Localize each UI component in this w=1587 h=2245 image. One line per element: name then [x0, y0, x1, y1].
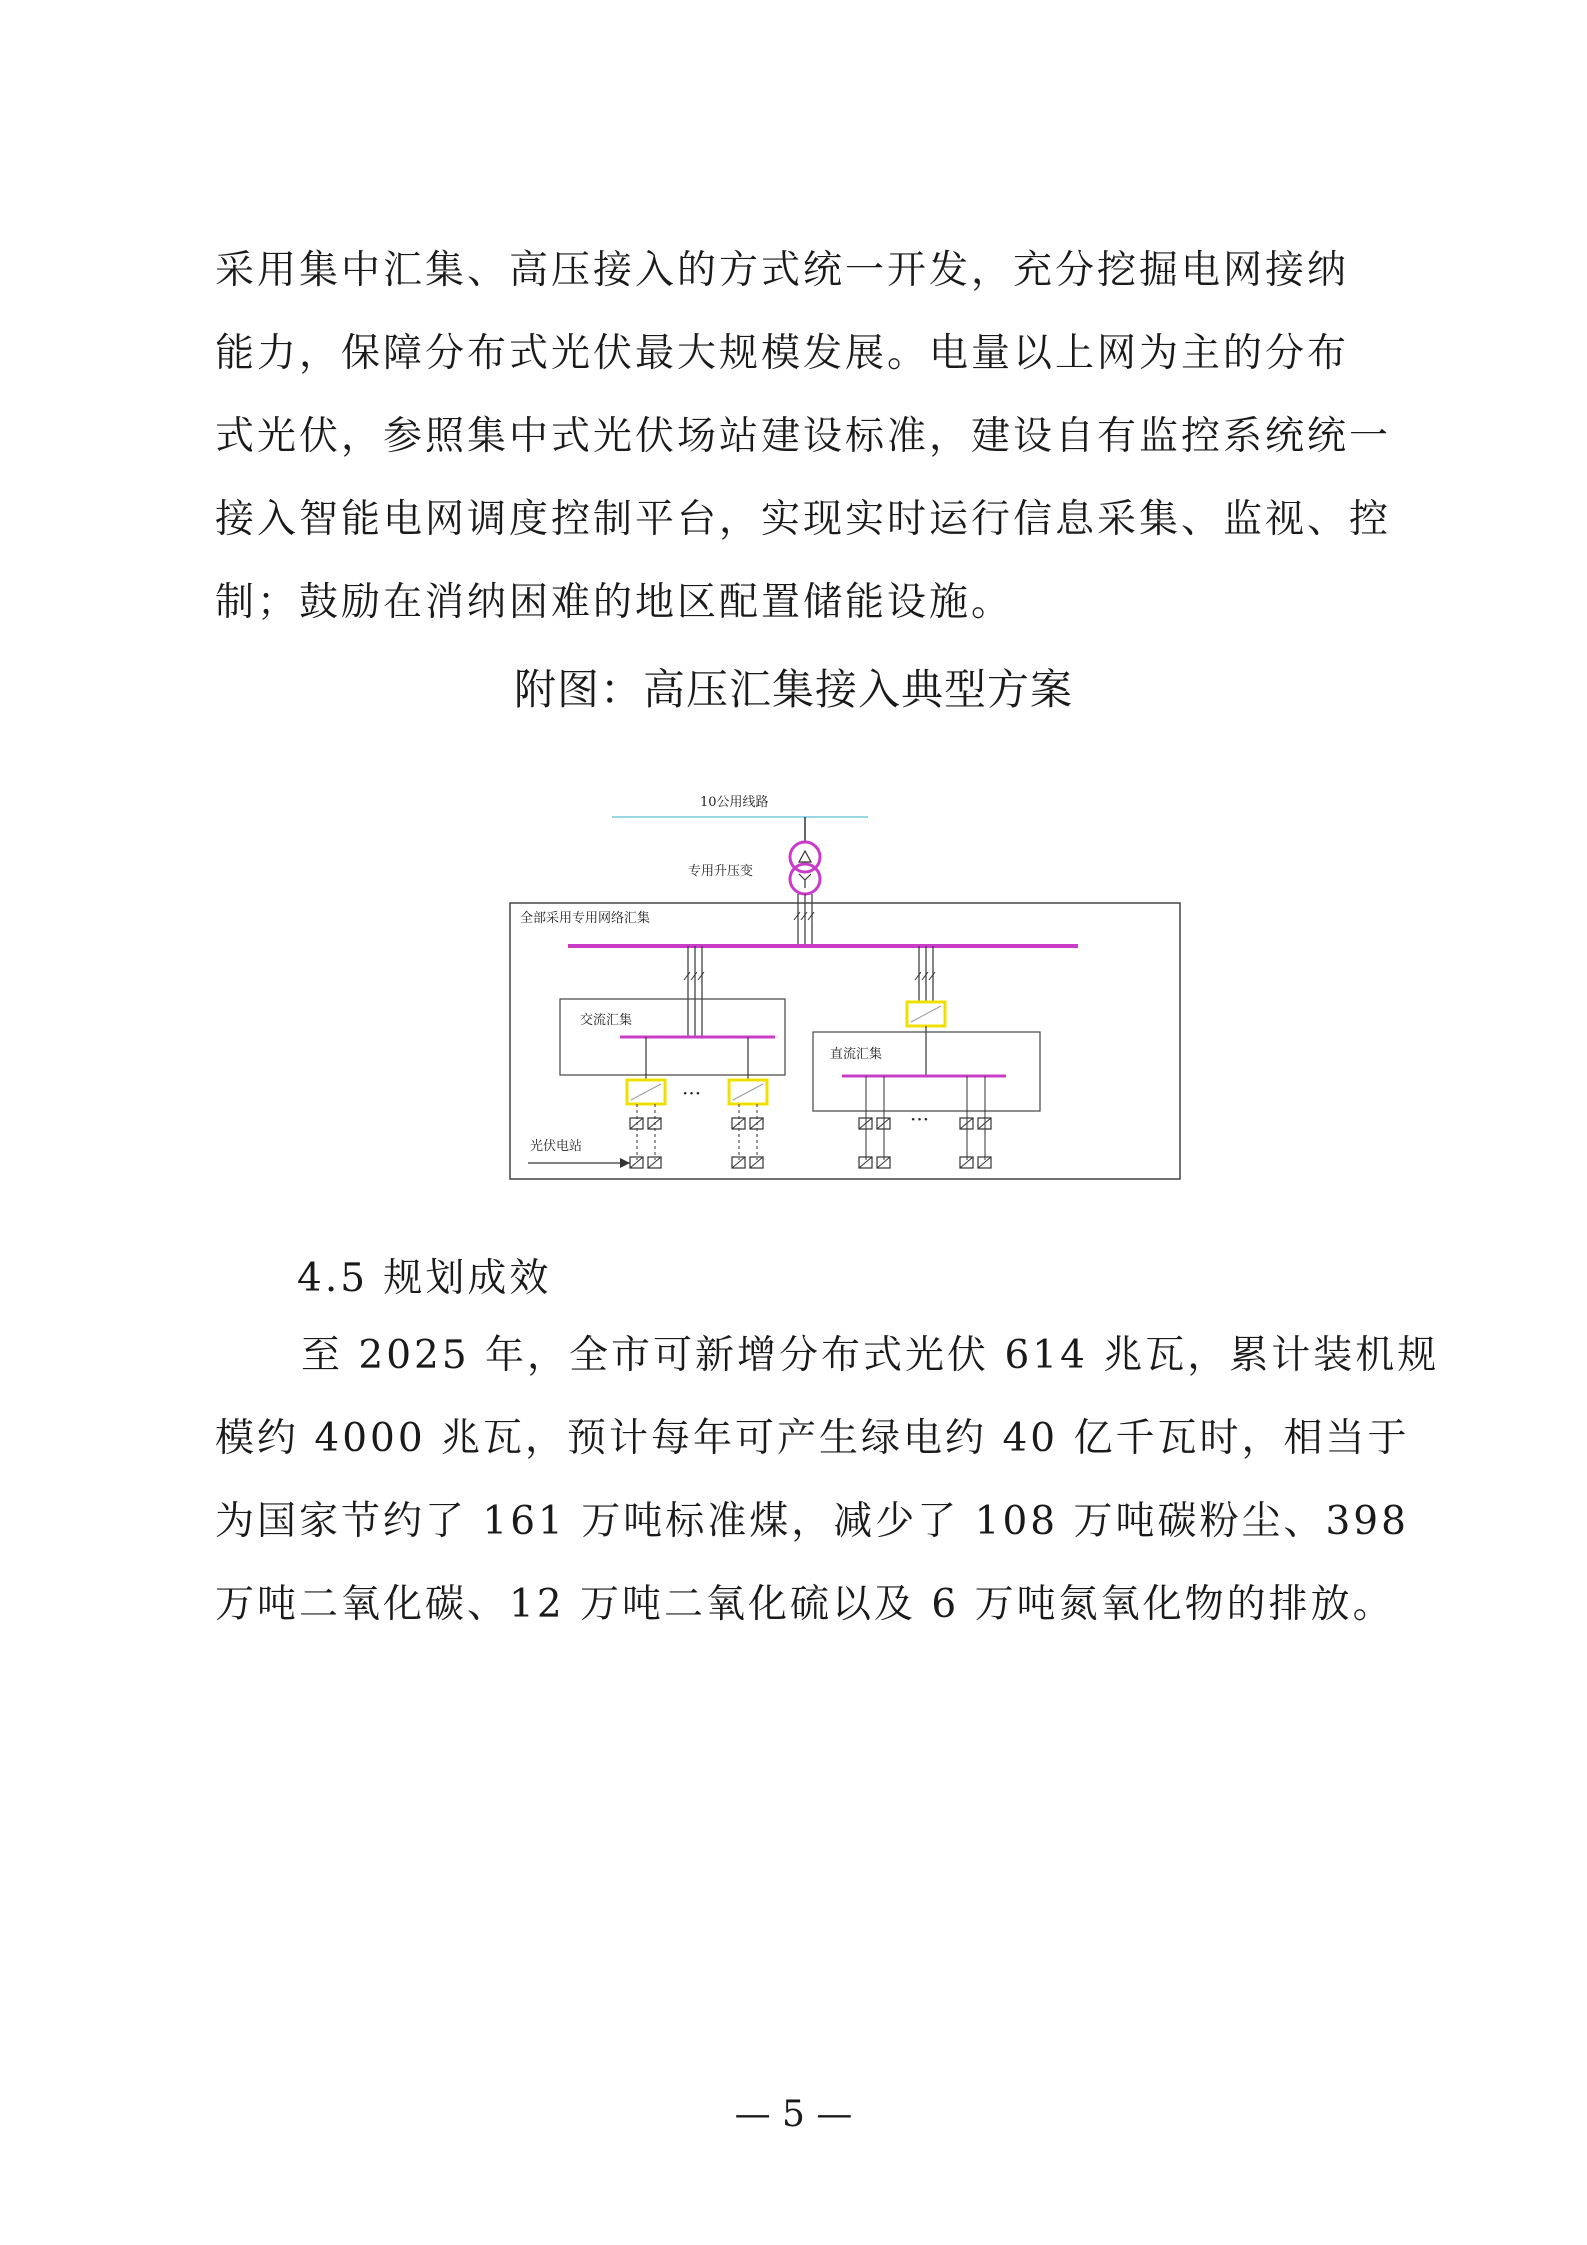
text-line: 制；鼓励在消纳困难的地区配置储能设施。: [215, 580, 1014, 625]
ellipsis: ···: [910, 1107, 930, 1131]
text-line: 式光伏，参照集中式光伏场站建设标准，建设自有监控系统统一: [215, 414, 1392, 459]
page-number: — 5 —: [734, 2094, 853, 2135]
ac-label: 交流汇集: [580, 1013, 633, 1028]
ac-pv-arrays: [637, 1104, 757, 1160]
pv-station-label: 光伏电站: [530, 1139, 583, 1154]
dc-inverter-icon: [907, 1002, 945, 1026]
dc-label: 直流汇集: [830, 1047, 883, 1062]
text-line: 模约 4000 兆瓦，预计每年可产生绿电约 40 亿千瓦时，相当于: [215, 1416, 1410, 1461]
network-label: 全部采用专用网络汇集: [520, 911, 651, 926]
text-line: 为国家节约了 161 万吨标准煤，减少了 108 万吨碳粉尘、398: [215, 1499, 1409, 1544]
text-line: 采用集中汇集、高压接入的方式统一开发，充分挖掘电网接纳: [215, 248, 1350, 293]
figure-title: 附图：高压汇集接入典型方案: [513, 665, 1073, 714]
section-heading: 4.5 规划成效: [297, 1256, 552, 1301]
text-line: 能力，保障分布式光伏最大规模发展。电量以上网为主的分布: [215, 331, 1350, 376]
paragraph-results: [215, 1314, 1440, 1646]
ellipsis: ···: [682, 1081, 702, 1105]
arrow-right-icon: [528, 1158, 630, 1168]
text-line: 万吨二氧化碳、12 万吨二氧化硫以及 6 万吨氮氧化物的排放。: [215, 1582, 1395, 1627]
transformer-label: 专用升压变: [688, 864, 754, 879]
ac-inverter-icon-1: [627, 1080, 665, 1104]
public-line-label: 10公用线路: [700, 795, 769, 810]
text-line: 接入智能电网调度控制平台，实现实时运行信息采集、监视、控: [215, 497, 1392, 542]
transformer-icon: [790, 842, 820, 894]
text-line: 至 2025 年，全市可新增分布式光伏 614 兆瓦，累计装机规: [301, 1333, 1440, 1378]
ac-inverter-icon-2: [729, 1080, 767, 1104]
